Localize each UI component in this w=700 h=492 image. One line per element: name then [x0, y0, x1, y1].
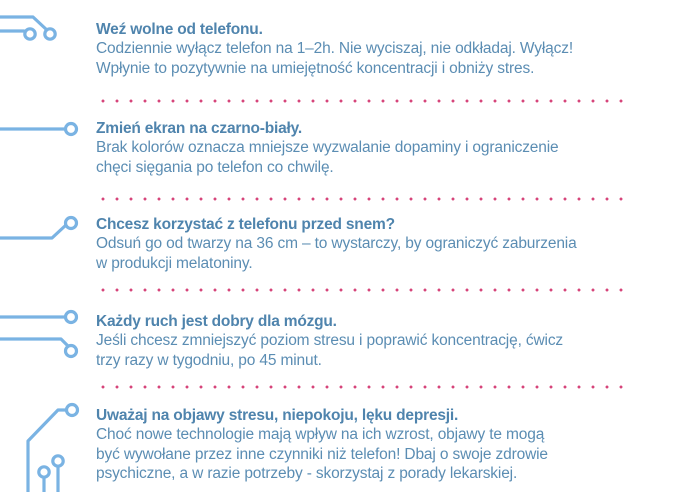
circuit-trace-icon-1 — [0, 17, 55, 39]
circuit-trace-icon-5 — [28, 405, 78, 492]
tip-title: Zmień ekran na czarno-biały. — [96, 120, 303, 137]
tip-body-line: psychiczne, a w razie potrzeby - skorzystaj z porady lekarskiej. — [96, 465, 518, 482]
circuit-trace-icon-2 — [0, 124, 77, 135]
tip-body-line: w produkcji melatoniny. — [96, 254, 253, 272]
tip-body-line: Wpłynie to pozytywnie na umiejętność koncentracji i obniży stres. — [96, 59, 535, 77]
tip-item — [96, 20, 656, 78]
tip-body-line: trzy razy w tygodniu, po 45 minut. — [96, 351, 322, 369]
tip-body-line: Choć nowe technologie mają wpływ na ich wzrost, objawy te mogą — [96, 426, 545, 443]
tip-body-line: Codziennie wyłącz telefon na 1–2h. Nie wyciszaj, nie odkładaj. Wyłącz! — [96, 40, 573, 57]
tip-item — [96, 406, 656, 484]
dotted-separator — [96, 197, 626, 201]
tip-title: Uważaj na objawy stresu, niepokoju, lęku depresji. — [96, 407, 459, 424]
tip-item — [96, 215, 656, 273]
tip-body-line: Jeśli chcesz zmniejszyć poziom stresu i poprawić koncentrację, ćwicz — [96, 332, 564, 349]
tip-title: Chcesz korzystać z telefonu przed snem? — [96, 216, 395, 233]
dotted-separator — [96, 288, 626, 292]
tip-item — [96, 119, 656, 177]
tip-item — [96, 312, 656, 370]
tip-title: Każdy ruch jest dobry dla mózgu. — [96, 313, 337, 330]
dotted-separator — [96, 385, 626, 389]
tip-title: Weź wolne od telefonu. — [96, 21, 263, 38]
tip-body-line: być wywołane przez inne czynniki niż telefon! Dbaj o swoje zdrowie — [96, 445, 548, 463]
dotted-separator — [96, 99, 626, 103]
circuit-trace-icon-4 — [0, 312, 77, 357]
tip-body-line: chęci sięgania po telefon co chwilę. — [96, 158, 334, 176]
circuit-trace-icon-3 — [0, 218, 77, 239]
tip-body-line: Brak kolorów oznacza mniejsze wyzwalanie dopaminy i ograniczenie — [96, 139, 559, 156]
tip-body-line: Odsuń go od twarzy na 36 cm – to wystarczy, by ograniczyć zaburzenia — [96, 235, 577, 252]
